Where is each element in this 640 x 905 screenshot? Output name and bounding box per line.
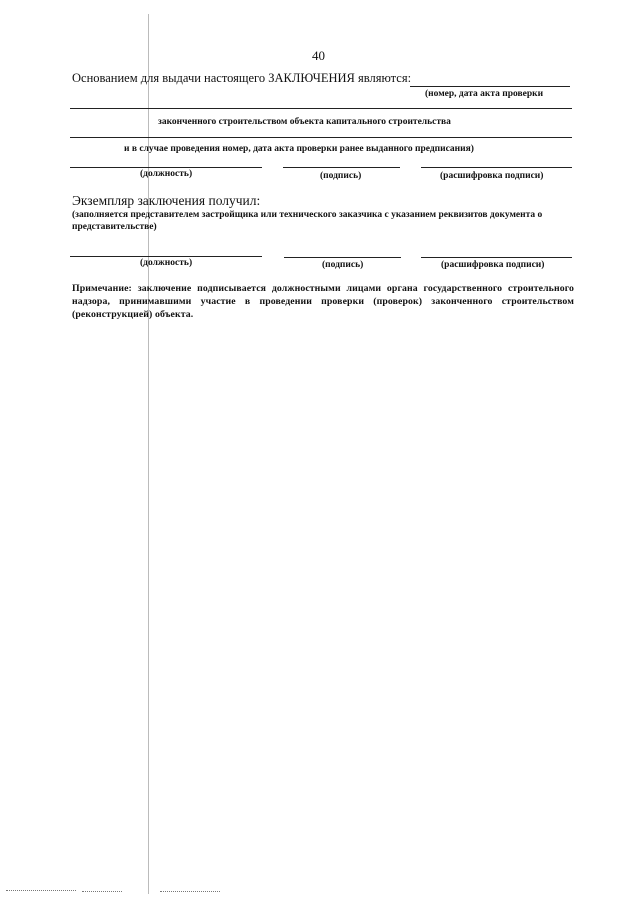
caption-inspection-act: (номер, дата акта проверки (425, 89, 544, 99)
signature-1-signature-label: (подпись) (320, 171, 362, 181)
signature-1-position-line (70, 167, 262, 168)
copy-received-heading: Экземпляр заключения получил: (72, 193, 261, 208)
scan-artifact-3 (160, 891, 220, 892)
basis-fill-line-1 (410, 86, 570, 87)
signature-2-signature-label: (подпись) (322, 260, 364, 270)
signature-2-position-label: (должность) (140, 258, 193, 268)
copy-received-instruction-line1: (заполняется представителем застройщика или технического заказчика с указанием реквизитов документа о (72, 210, 543, 220)
copy-received-instruction-line2: представительстве) (72, 222, 157, 232)
caption-completed-object: законченного строительством объекта капитального строительства (158, 117, 451, 127)
basis-heading: Основанием для выдачи настоящего ЗАКЛЮЧЕНИЯ являются: (72, 71, 412, 85)
page-number: 40 (312, 48, 325, 63)
caption-previous-order: и в случае проведения номер, дата акта проверки ранее выданного предписания) (124, 144, 474, 154)
signature-2-position-line (70, 256, 262, 257)
signature-2-decoding-label: (расшифровка подписи) (441, 260, 545, 270)
basis-fill-line-3 (70, 137, 572, 138)
basis-fill-line-2 (70, 108, 572, 109)
note-paragraph: Примечание: заключение подписывается должностными лицами органа государственного строительного надзора, принимавшими участие в проведении проверки (проверок) законченного строительством (реконструкцией) объекта. (72, 283, 574, 320)
scan-artifact-1 (6, 890, 76, 891)
signature-1-decoding-label: (расшифровка подписи) (440, 171, 544, 181)
signature-1-decoding-line (421, 167, 572, 168)
signature-2-signature-line (284, 257, 401, 258)
scan-artifact-2 (82, 891, 122, 892)
signature-1-position-label: (должность) (140, 169, 193, 179)
signature-2-decoding-line (421, 257, 572, 258)
signature-1-signature-line (283, 167, 400, 168)
